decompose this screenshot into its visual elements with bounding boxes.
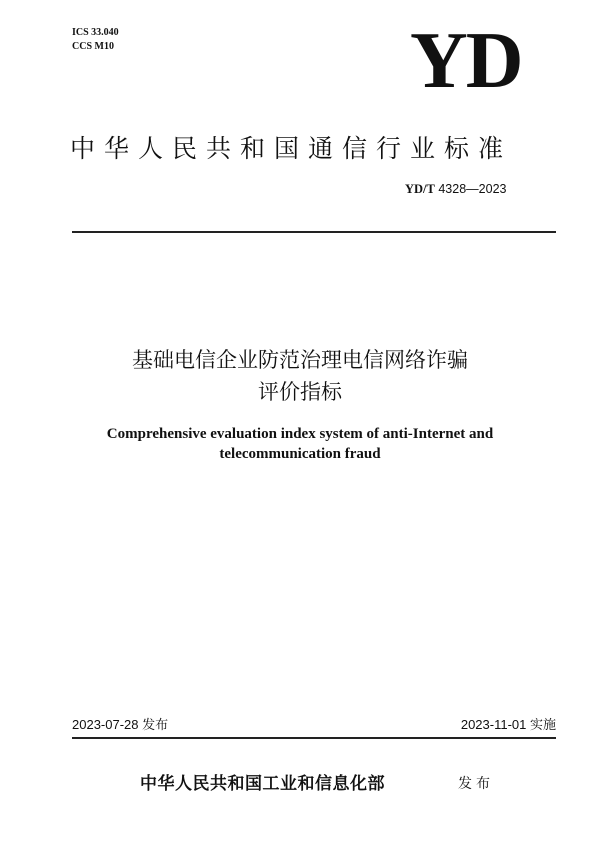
standard-code-prefix: YD/T <box>405 182 435 196</box>
bottom-divider <box>72 737 556 739</box>
document-title-en <box>90 424 510 464</box>
ics-code: ICS 33.040 <box>72 27 119 38</box>
issuing-authority: 中华人民共和国工业和信息化部 <box>140 774 385 794</box>
implementation-date: 2023-11-01 实施 <box>460 717 556 732</box>
issue-label: 发布 <box>458 776 494 792</box>
standard-code <box>405 182 506 197</box>
title-cn-line2: 评价指标 <box>258 380 342 404</box>
standard-code-number: 4328—2023 <box>438 182 507 196</box>
publish-date: 2023-07-28 发布 <box>72 717 169 732</box>
top-divider <box>72 231 556 233</box>
document-title-cn <box>50 344 550 408</box>
title-en-line1: Comprehensive evaluation index system of anti-Internet and <box>106 426 494 442</box>
title-en-line2: telecommunication fraud <box>219 446 381 462</box>
yd-logo: YD <box>410 17 522 105</box>
classification-codes <box>72 26 119 54</box>
ccs-code: CCS M10 <box>72 41 114 52</box>
title-cn-line1: 基础电信企业防范治理电信网络诈骗 <box>132 348 468 372</box>
standard-type-heading: 中华人民共和国通信行业标准 <box>70 134 513 163</box>
